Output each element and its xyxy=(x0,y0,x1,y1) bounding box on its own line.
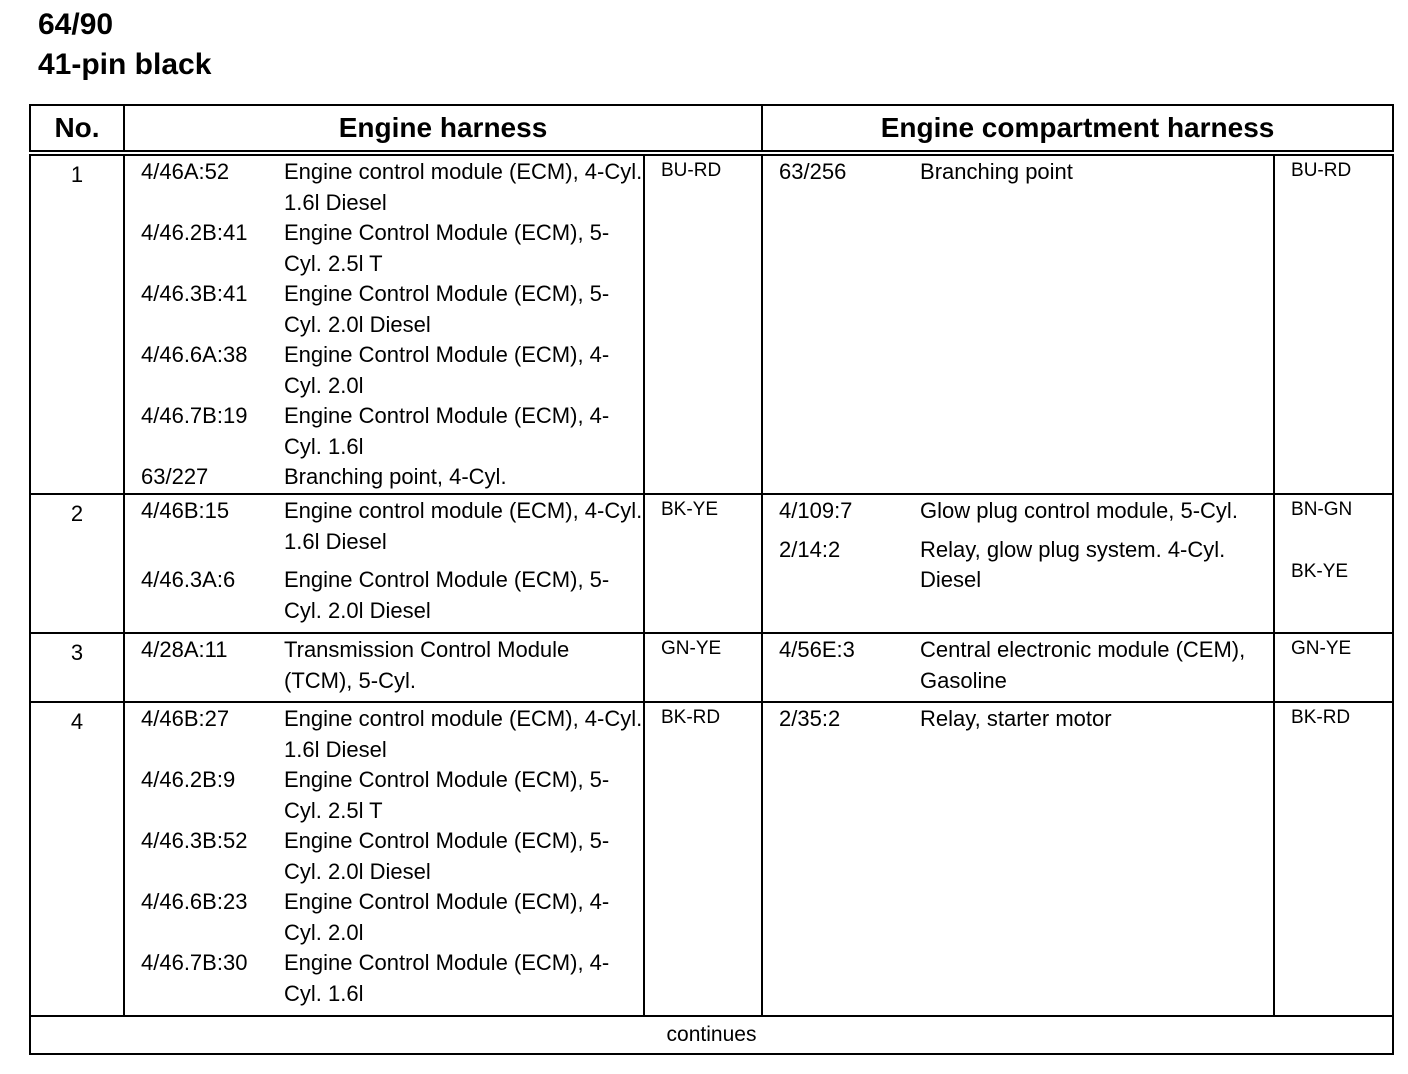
connector-code: 4/46A:52 xyxy=(141,159,230,184)
connector-code: 2/14:2 xyxy=(779,536,841,562)
compartment-harness-cell xyxy=(762,633,1274,702)
engine-entry xyxy=(141,340,643,401)
table-row xyxy=(30,494,1393,633)
engine-entry xyxy=(141,826,643,887)
compartment-entry xyxy=(779,704,1273,735)
component-description: Engine Control Module (ECM), 4-Cyl. 1.6l xyxy=(284,950,610,1006)
connector-code: 4/46B:27 xyxy=(141,706,230,731)
compartment-harness-cell xyxy=(762,702,1274,1016)
component-description: Engine Control Module (ECM), 5-Cyl. 2.5l T xyxy=(284,767,610,823)
wire-color: BN-GN xyxy=(1291,499,1353,520)
wire-color-cell xyxy=(1274,494,1393,633)
compartment-entry xyxy=(779,157,1273,188)
component-description: Transmission Control Module (TCM), 5-Cyl. xyxy=(284,637,570,693)
component-description: Engine control module (ECM), 4-Cyl. 1.6l Diesel xyxy=(284,498,643,554)
compartment-entry xyxy=(779,535,1273,596)
connector-code: 4/56E:3 xyxy=(779,637,855,662)
pin-number: 3 xyxy=(30,633,124,702)
connector-code: 4/46.7B:19 xyxy=(141,403,248,428)
compartment-harness-cell xyxy=(762,153,1274,494)
connector-code: 4/46.3B:52 xyxy=(141,828,248,853)
wiring-table xyxy=(29,104,1394,1055)
component-description: Glow plug control module, 5-Cyl. xyxy=(920,498,1238,523)
engine-entry xyxy=(141,218,643,279)
component-description: Branching point xyxy=(920,159,1073,184)
pin-number: 1 xyxy=(30,153,124,494)
engine-entry xyxy=(141,765,643,826)
component-description: Engine Control Module (ECM), 4-Cyl. 1.6l xyxy=(284,403,610,459)
connector-code: 4/46.2B:9 xyxy=(141,767,236,792)
column-header-engine-compartment-harness: Engine compartment harness xyxy=(762,105,1393,153)
connector-code: 63/227 xyxy=(141,464,209,489)
column-header-engine-harness: Engine harness xyxy=(124,105,762,153)
engine-harness-cell xyxy=(124,702,644,1016)
component-description: Engine Control Module (ECM), 5-Cyl. 2.0l Diesel xyxy=(284,567,610,623)
component-description: Relay, glow plug system. 4-Cyl. Diesel xyxy=(920,536,1226,592)
table-row xyxy=(30,702,1393,1016)
connector-code: 4/46.7B:30 xyxy=(141,950,248,975)
connector-code: 4/46.2B:41 xyxy=(141,220,248,245)
wire-color: BK-RD xyxy=(644,702,762,1016)
table-row xyxy=(30,633,1393,702)
component-description: Engine Control Module (ECM), 5-Cyl. 2.0l Diesel xyxy=(284,828,610,884)
column-header-no: No. xyxy=(30,105,124,153)
page-number: 64/90 xyxy=(38,8,114,41)
component-description: Engine control module (ECM), 4-Cyl. 1.6l Diesel xyxy=(284,706,643,762)
pin-number: 4 xyxy=(30,702,124,1016)
wire-color: BK-RD xyxy=(1274,702,1393,1016)
connector-title: 41-pin black xyxy=(38,48,212,81)
engine-entry xyxy=(141,157,643,218)
engine-entry xyxy=(141,565,643,626)
wire-color: BK-YE xyxy=(1291,561,1349,582)
component-description: Engine Control Module (ECM), 4-Cyl. 2.0l xyxy=(284,342,610,398)
engine-entry xyxy=(141,948,643,1009)
component-description: Engine Control Module (ECM), 5-Cyl. 2.5l T xyxy=(284,220,610,276)
wire-color: BU-RD xyxy=(644,153,762,494)
connector-code: 2/35:2 xyxy=(779,706,841,731)
compartment-entry xyxy=(779,496,1273,527)
wire-color: BK-YE xyxy=(644,494,762,633)
connector-code: 4/46.6A:38 xyxy=(141,342,248,367)
component-description: Engine Control Module (ECM), 5-Cyl. 2.0l Diesel xyxy=(284,281,610,337)
component-description: Branching point, 4-Cyl. xyxy=(284,464,507,489)
engine-harness-cell xyxy=(124,633,644,702)
pin-number: 2 xyxy=(30,494,124,633)
engine-harness-cell xyxy=(124,494,644,633)
compartment-entry xyxy=(779,635,1273,696)
connector-code: 4/46.6B:23 xyxy=(141,889,248,914)
connector-code: 63/256 xyxy=(779,159,847,184)
engine-entry xyxy=(141,635,643,696)
wire-color: GN-YE xyxy=(644,633,762,702)
wire-color: GN-YE xyxy=(1274,633,1393,702)
connector-code: 4/28A:11 xyxy=(141,637,228,662)
engine-harness-cell xyxy=(124,153,644,494)
component-description: Engine control module (ECM), 4-Cyl. 1.6l Diesel xyxy=(284,159,643,215)
table-header-row xyxy=(30,105,1393,153)
connector-code: 4/46.3B:41 xyxy=(141,281,248,306)
engine-entry xyxy=(141,401,643,462)
engine-entry xyxy=(141,887,643,948)
engine-entry xyxy=(141,704,643,765)
connector-code: 4/46B:15 xyxy=(141,498,230,523)
component-description: Central electronic module (CEM), Gasoline xyxy=(920,637,1246,693)
engine-entry xyxy=(141,279,643,340)
connector-code: 4/109:7 xyxy=(779,498,853,523)
continues-note: continues xyxy=(30,1016,1393,1054)
engine-entry xyxy=(141,462,643,493)
table-footer-row xyxy=(30,1016,1393,1054)
wire-color: BU-RD xyxy=(1274,153,1393,494)
table-row xyxy=(30,153,1393,494)
engine-entry xyxy=(141,496,643,557)
compartment-harness-cell xyxy=(762,494,1274,633)
component-description: Relay, starter motor xyxy=(920,706,1112,731)
connector-code: 4/46.3A:6 xyxy=(141,567,236,592)
component-description: Engine Control Module (ECM), 4-Cyl. 2.0l xyxy=(284,889,610,945)
